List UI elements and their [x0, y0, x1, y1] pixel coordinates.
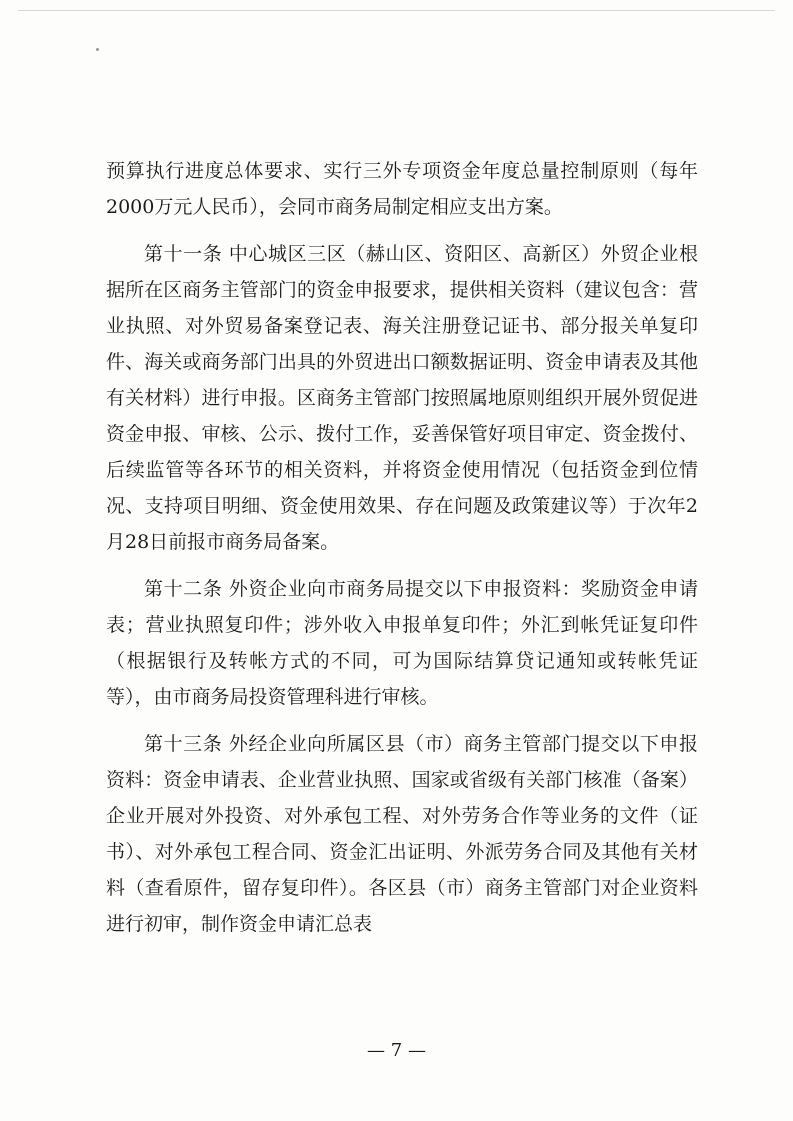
scan-speck: [96, 48, 99, 51]
scan-edge-line: [18, 10, 775, 11]
paragraph-article-11: 第十一条 中心城区三区（赫山区、资阳区、高新区）外贸企业根据所在区商务主管部门的资金申报要求，提供相关资料（建议包含：营业执照、对外贸易备案登记表、海关注册登记证书、部分报关单复印件、海关或商务部门出具的外贸进出口额数据证明、资金申请表及其他有关材料）进行申报。区商务主管部门按照属地原则组织开展外贸促进资金申报、审核、公示、拨付工作，妥善保管好项目审定、资金拨付、后续监管等各环节的相关资料，并将资金使用情况（包括资金到位情况、支持项目明细、资金使用效果、存在问题及政策建议等）于次年2月28日前报市商务局备案。: [106, 243, 698, 553]
body-text: [106, 153, 698, 953]
paragraph-continuation: 预算执行进度总体要求、实行三外专项资金年度总量控制原则（每年2000万元人民币），会同市商务局制定相应支出方案。: [106, 160, 698, 218]
paragraph-article-12: 第十二条 外资企业向市商务局提交以下申报资料：奖励资金申请表；营业执照复印件；涉外收入申报单复印件；外汇到帐凭证复印件（根据银行及转帐方式的不同，可为国际结算贷记通知或转帐凭证等），由市商务局投资管理科进行审核。: [106, 578, 698, 708]
paragraph-article-13: 第十三条 外经企业向所属区县（市）商务主管部门提交以下申报资料：资金申请表、企业营业执照、国家或省级有关部门核准（备案）企业开展对外投资、对外承包工程、对外劳务合作等业务的文件（证书）、对外承包工程合同、资金汇出证明、外派劳务合同及其他有关材料（查看原件，留存复印件）。各区县（市）商务主管部门对企业资料进行初审，制作资金申请汇总表: [106, 733, 698, 935]
page-number: — 7 —: [367, 1040, 426, 1061]
